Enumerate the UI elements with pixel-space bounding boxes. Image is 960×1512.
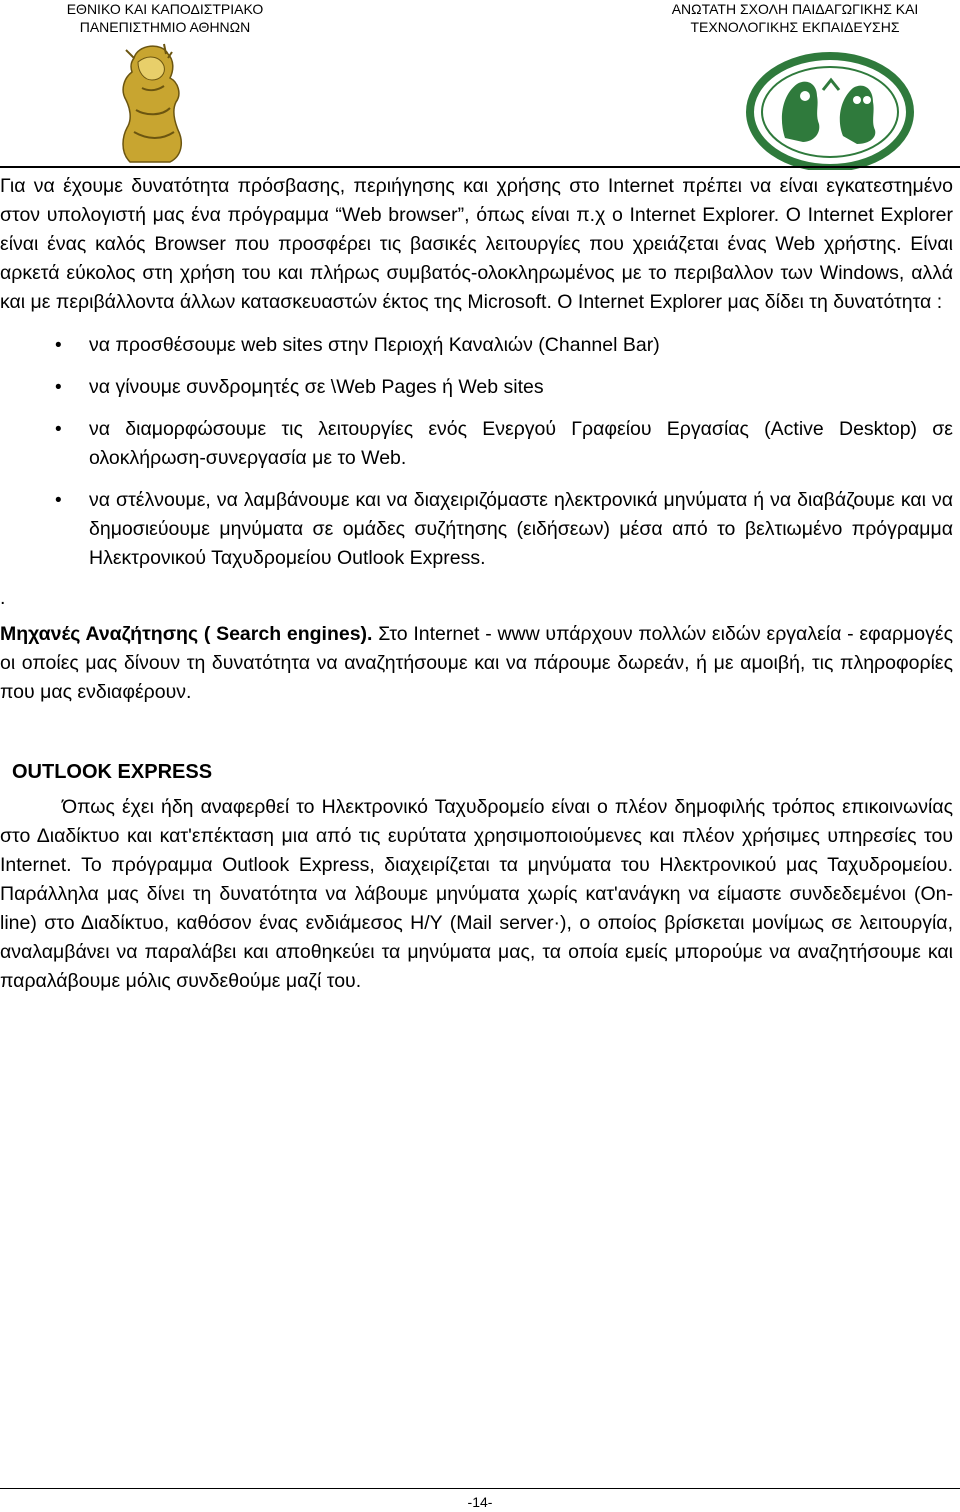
header-left <box>40 0 290 36</box>
outlook-express-heading: OUTLOOK EXPRESS <box>12 761 213 783</box>
header-right <box>650 0 940 36</box>
list-item: • να προσθέσουμε web sites στην Περιοχή Καναλιών (Channel Bar) <box>89 331 953 360</box>
footer-divider <box>0 1488 960 1489</box>
university-logo-icon <box>104 40 194 165</box>
header-right-line2: ΤΕΧΝΟΛΟΓΙΚΗΣ ΕΚΠΑΙΔΕΥΣΗΣ <box>690 19 900 35</box>
intro-paragraph: Για να έχουμε δυνατότητα πρόσβασης, περιήγησης και χρήσης στο Internet πρέπει να είναι εγκατεστημένο στον υπολογιστή μας ένα πρόγραμμα “Web browser”, όπως είναι π.χ ο Internet Explorer. Ο Internet Explorer είναι ένας καλός Browser που προσφέρει τις βασικές λειτουργίες που χρειάζεται ένας Web χρήστης. Είναι αρκετά εύκολος στη χρήση του και πλήρως συμβατός-ολοκληρωμένος με το περιβαλλον των Windows, αλλά και με περιβάλλοντα άλλων κατασκευαστών έκτος της Microsoft. Ο Internet Explorer μας δίδει τη δυνατότητα : <box>0 175 953 313</box>
stray-dot: . <box>0 587 6 609</box>
list-item: • να διαμορφώσουμε τις λειτουργίες ενός Ενεργού Γραφείου Εργασίας (Active Desktop) σε ολοκλήρωση-συνεργασία με το Web. <box>89 415 953 473</box>
page-content <box>0 172 953 996</box>
header-right-line1: ΑΝΩΤΑΤΗ ΣΧΟΛΗ ΠΑΙΔΑΓΩΓΙΚΗΣ ΚΑΙ <box>671 1 919 17</box>
search-engines-title: Μηχανές Αναζήτησης ( Search engines). <box>0 623 373 645</box>
search-engines-paragraph <box>0 620 953 707</box>
search-engines-text: Στο Internet - www υπάρχουν πολλών ειδών εργαλεία - εφαρμογές οι οποίες μας δίνουν τη δυνατότητα να αναζητήσουμε και να πάρουμε δωρεάν, ή με αμοιβή, τις πληροφορίες που μας ενδιαφέρουν. <box>0 623 953 703</box>
header-divider <box>0 166 960 168</box>
header-left-line1: ΕΘΝΙΚΟ ΚΑΙ ΚΑΠΟΔΙΣΤΡΙΑΚΟ <box>66 1 264 17</box>
school-seal-icon <box>745 50 915 170</box>
page-number: -14- <box>467 1494 493 1510</box>
list-item: • να στέλνουμε, να λαμβάνουμε και να διαχειριζόμαστε ηλεκτρονικά μηνύματα ή να διαβάζουμε και να δημοσιεύουμε μηνύματα σε ομάδες συζήτησης (ειδήσεων) μέσα από το βελτιωμένο πρόγραμμα Ηλεκτρονικού Ταχυδρομείου Outlook Express. <box>89 486 953 573</box>
list-item: • να γίνουμε συνδρομητές σε \Web Pages ή Web sites <box>89 373 953 402</box>
feature-list <box>0 331 953 573</box>
header-left-line2: ΠΑΝΕΠΙΣΤΗΜΙΟ ΑΘΗΝΩΝ <box>79 19 251 35</box>
outlook-express-paragraph: Όπως έχει ήδη αναφερθεί το Ηλεκτρονικό Ταχυδρομείο είναι ο πλέον δημοφιλής τρόπος επικοινωνίας στο Διαδίκτυο και κατ'επέκταση μια από τις ευρύτατα χρησιμοποιούμενες και πλέον χρήσιμες υπηρεσίες του Internet. Το πρόγραμμα Outlook Express, διαχειρίζεται τα μηνύματα του Ηλεκτρονικού μας Ταχυδρομείου. Παράλληλα μας δίνει τη δυνατότητα να λάβουμε μηνύματα χωρίς κατ'ανάγκη να είμαστε συνδεδεμένοι (On-line) στο Διαδίκτυο, καθόσον ένας ενδιάμεσος Η/Υ (Mail server·), ο οποίος βρίσκεται μονίμως σε λειτουργία, αναλαμβάνει να παραλάβει και αποθηκεύει τα μηνύματα μας, τα οποία εμείς μπορούμε να αναζητήσουμε και παραλάβουμε μόλις συνδεθούμε μαζί του. <box>0 796 953 992</box>
